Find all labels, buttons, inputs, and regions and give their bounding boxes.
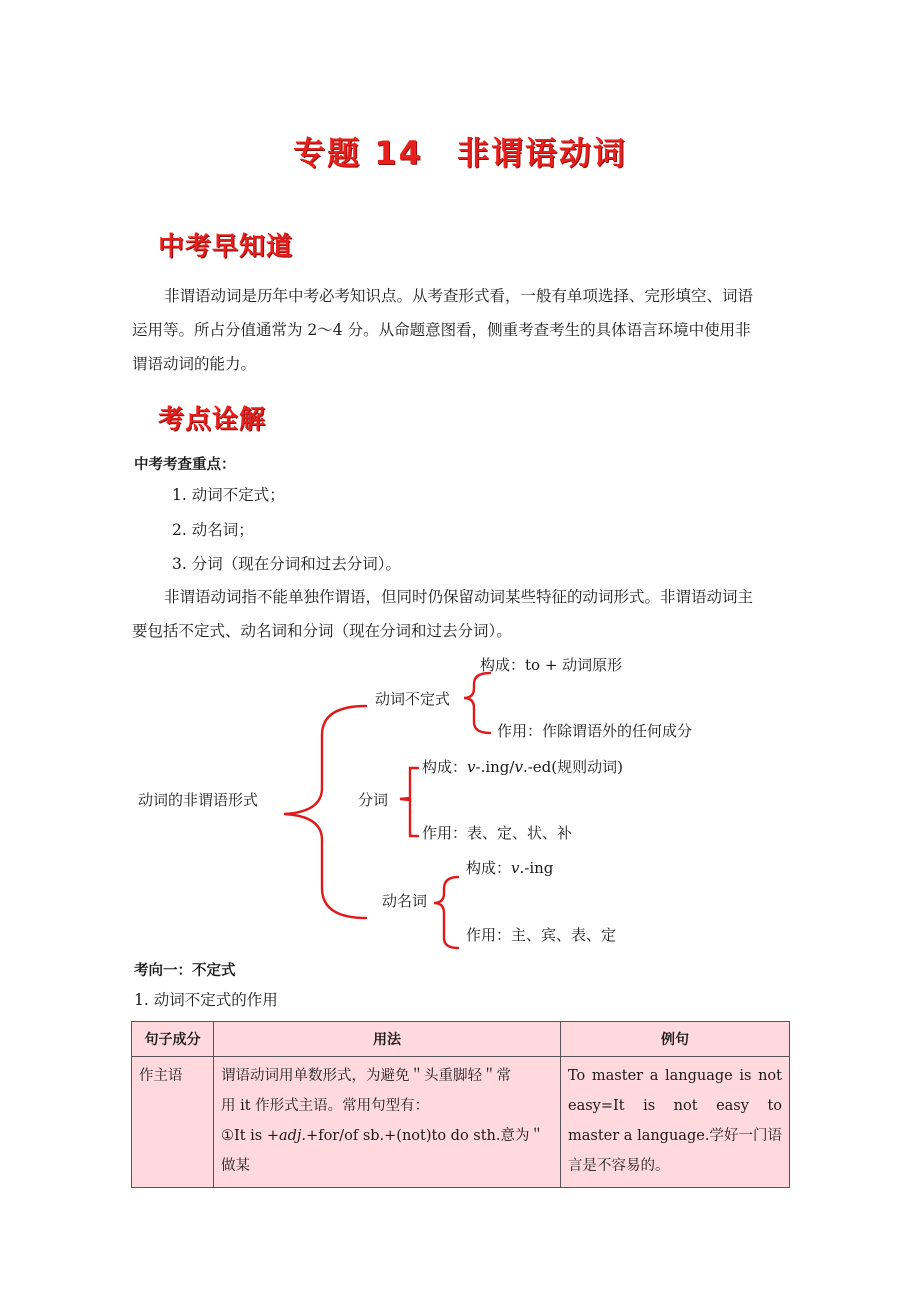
focus-title: 中考考查重点： bbox=[134, 457, 236, 473]
diagram-gerund: 动名词 bbox=[382, 892, 428, 910]
direction-heading: 考向一：不定式 bbox=[134, 963, 236, 979]
table-header: 例句 bbox=[561, 1022, 790, 1057]
usage-line: 用 it 作形式主语。常用句型有： bbox=[221, 1098, 430, 1114]
section-heading-explanation: 考点诠解 bbox=[158, 405, 267, 435]
inf-brace bbox=[464, 673, 490, 733]
diagram-root: 动词的非谓语形式 bbox=[138, 791, 259, 809]
usage-line: 谓语动词用单数形式，为避免＂头重脚轻＂常 bbox=[221, 1068, 511, 1084]
diagram-inf-form: 构成：to + 动词原形 bbox=[480, 656, 623, 674]
desc-line-2: 要包括不定式、动名词和分词（现在分词和过去分词）。 bbox=[132, 622, 512, 640]
section-heading-preview: 中考早知道 bbox=[158, 232, 294, 262]
desc-line-1: 非谓语动词指不能单独作谓语，但同时仍保留动词某些特征的动词形式。非谓语动词主 bbox=[164, 588, 754, 606]
focus-item-3: 3. 分词（现在分词和过去分词）。 bbox=[172, 555, 401, 573]
diagram-infinitive: 动词不定式 bbox=[375, 690, 451, 708]
diagram-part-use: 作用：表、定、状、补 bbox=[422, 824, 573, 842]
ger-brace bbox=[434, 877, 458, 948]
table-cell: To master a language is not easy=It is not easy to master a language.学好一门语言是不容易的。 bbox=[561, 1057, 790, 1188]
table-header-row bbox=[132, 1022, 790, 1057]
table-cell: 作主语 bbox=[132, 1057, 214, 1188]
focus-item-1: 1. 动词不定式； bbox=[172, 486, 285, 504]
diagram-participle: 分词 bbox=[358, 791, 389, 809]
diagram-inf-use: 作用：作除谓语外的任何成分 bbox=[497, 722, 693, 740]
usage-table bbox=[131, 1021, 790, 1188]
subheading-infinitive-use: 1. 动词不定式的作用 bbox=[134, 991, 278, 1009]
table-header: 句子成分 bbox=[132, 1022, 214, 1057]
table-cell bbox=[214, 1057, 561, 1188]
part-brace bbox=[400, 768, 418, 836]
intro-line-1: 非谓语动词是历年中考必考知识点。从考查形式看，一般有单项选择、完形填空、词语 bbox=[164, 287, 754, 305]
intro-line-2: 运用等。所占分值通常为 2～4 分。从命题意图看，侧重考查考生的具体语言环境中使用非 bbox=[132, 321, 751, 339]
diagram-ger-form: 构成：v.-ing bbox=[466, 859, 554, 877]
intro-line-3: 谓语动词的能力。 bbox=[132, 355, 257, 373]
table-row bbox=[132, 1057, 790, 1188]
diagram-part-form: 构成：v-.ing/v.-ed(规则动词) bbox=[422, 758, 623, 776]
table-header: 用法 bbox=[214, 1022, 561, 1057]
usage-line: ①It is +adj.+for/of sb.+(not)to do sth.意为＂做某 bbox=[221, 1128, 545, 1174]
main-brace bbox=[284, 706, 366, 918]
page-title: 专题 14 非谓语动词 bbox=[293, 134, 627, 172]
diagram-ger-use: 作用：主、宾、表、定 bbox=[466, 926, 617, 944]
focus-item-2: 2. 动名词； bbox=[172, 521, 254, 539]
